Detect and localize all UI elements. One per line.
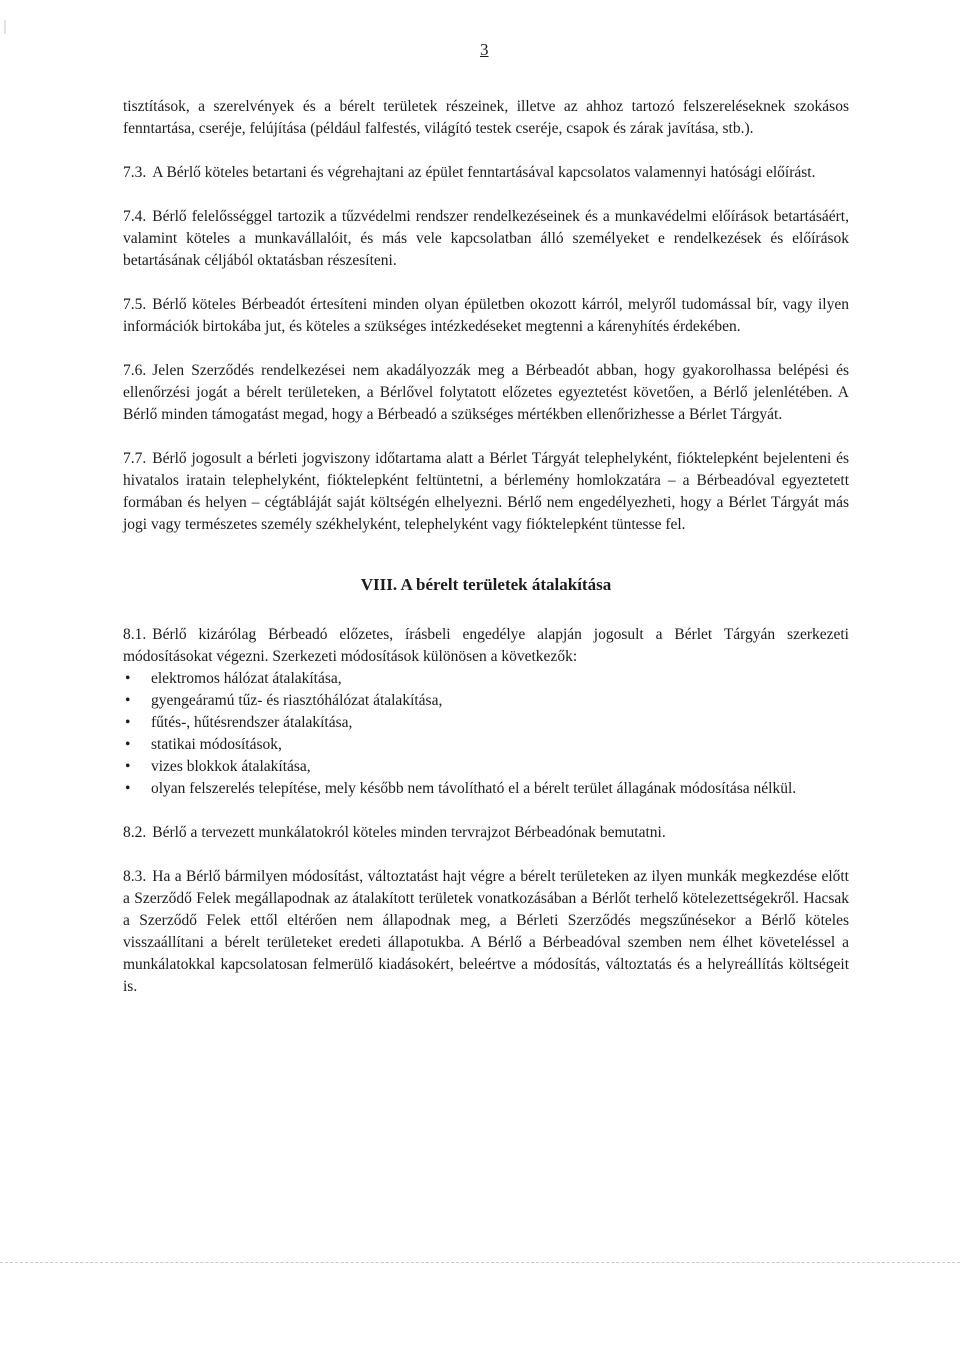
paragraph-number: 8.1. bbox=[123, 626, 147, 643]
paragraph-8-1 bbox=[123, 624, 849, 668]
list-item bbox=[123, 712, 849, 734]
paragraph-number: 7.4. bbox=[123, 208, 147, 225]
paragraph-number: 7.5. bbox=[123, 296, 147, 313]
paragraph-text: Ha a Bérlő bármilyen módosítást, változtatást hajt végre a bérelt területeken az ilyen munkák megkezdése előtt a Szerződő Felek megállapodnak az átalakított területek vonatkozásában a Bérlőt terhelő kötelezettségekről. Hacsak a Szerződő Felek ettől eltérően nem állapodnak meg, a Bérleti Szerződés megszűnésekor a Bérlő köteles visszaállítani a bérelt területeket eredeti állapotukba. A Bérlő a Bérbeadóval szemben nem élhet követeléssel a munkálatokkal kapcsolatosan felmerülő kiadásokért, beleértve a módosítás, változtatás és a helyreállítás költségeit is. bbox=[123, 868, 849, 995]
list-item-text: statikai módosítások, bbox=[151, 736, 282, 753]
bullet-icon: • bbox=[125, 670, 131, 687]
section-title: VIII. A bérelt területek átalakítása bbox=[360, 575, 612, 594]
paragraph-number: 8.2. bbox=[123, 824, 147, 841]
paragraph-text: Bérlő a tervezett munkálatokról köteles minden tervrajzot Bérbeadónak bemutatni. bbox=[152, 824, 666, 841]
paragraph-text: Bérlő köteles Bérbeadót értesíteni minden olyan épületben okozott kárról, melyről tudomással bír, vagy ilyen információk birtokába jut, és köteles a szükséges intézkedéseket megtenni a kárenyhítés érdekében. bbox=[123, 296, 849, 335]
list-item bbox=[123, 778, 849, 800]
list-item-text: vizes blokkok átalakítása, bbox=[151, 758, 311, 775]
paragraph-7-5 bbox=[123, 294, 849, 338]
paragraph-7-4 bbox=[123, 206, 849, 272]
list-item-text: olyan felszerelés telepítése, mely később nem távolítható el a bérelt terület állagának módosítása nélkül. bbox=[151, 780, 797, 797]
list-item-text: gyengeáramú tűz- és riasztóhálózat átalakítása, bbox=[151, 692, 443, 709]
document-body bbox=[123, 96, 849, 1020]
paragraph-number: 7.3. bbox=[123, 164, 147, 181]
paragraph-number: 8.3. bbox=[123, 868, 147, 885]
bullet-icon: • bbox=[125, 736, 131, 753]
paragraph-number: 7.6. bbox=[123, 362, 147, 379]
paragraph-7-7 bbox=[123, 448, 849, 536]
paragraph-7-3 bbox=[123, 162, 849, 184]
bullet-icon: • bbox=[125, 692, 131, 709]
paragraph-text: A Bérlő köteles betartani és végrehajtani az épület fenntartásával kapcsolatos valamennyi hatósági előírást. bbox=[152, 164, 816, 181]
page-number: 3 bbox=[480, 40, 489, 59]
paragraph-7-6 bbox=[123, 360, 849, 426]
list-item bbox=[123, 690, 849, 712]
modification-list bbox=[123, 668, 849, 800]
paragraph-text: Bérlő jogosult a bérleti jogviszony időtartama alatt a Bérlet Tárgyát telephelyként, fióktelepként bejelenteni és hivatalos iratain telephelyként, fióktelepként feltüntetni, a bérlemény homlokzatára – a Bérbeadóval egyeztetett formában és helyen – cégtábláját saját költségén elhelyezni. Bérlő nem engedélyezheti, hogy a Bérlet Tárgyát más jogi vagy természetes személy székhelyként, telephelyként vagy fióktelepként tüntesse fel. bbox=[123, 450, 849, 533]
list-item-text: fűtés-, hűtésrendszer átalakítása, bbox=[151, 714, 353, 731]
list-item-text: elektromos hálózat átalakítása, bbox=[151, 670, 342, 687]
list-item bbox=[123, 668, 849, 690]
intro-paragraph: tisztítások, a szerelvények és a bérelt területek részeinek, illetve az ahhoz tartozó felszereléseknek szokásos fenntartása, cseréje, felújítása (például falfestés, világító testek cseréje, csapok és zárak javítása, stb.). bbox=[123, 98, 849, 137]
scan-artifact bbox=[4, 20, 6, 34]
paragraph-number: 7.7. bbox=[123, 450, 147, 467]
paragraph-8-3 bbox=[123, 866, 849, 998]
paragraph-text: Jelen Szerződés rendelkezései nem akadályozzák meg a Bérbeadót abban, hogy gyakorolhassa belépési és ellenőrzési jogát a bérelt területeken, a Bérlővel folytatott előzetes egyeztetést követően, a Bérlő jelenlétében. A Bérlő minden támogatást megad, hogy a Bérbeadó a szükséges mértékben ellenőrizhesse a Bérlet Tárgyát. bbox=[123, 362, 849, 423]
list-item bbox=[123, 756, 849, 778]
paragraph-text: Bérlő kizárólag Bérbeadó előzetes, írásbeli engedélye alapján jogosult a Bérlet Tárgyán szerkezeti módosításokat végezni. Szerkezeti módosítások különösen a következők: bbox=[123, 626, 849, 665]
scan-artifact-line bbox=[0, 1262, 960, 1263]
list-item bbox=[123, 734, 849, 756]
bullet-icon: • bbox=[125, 780, 131, 797]
paragraph-text: Bérlő felelősséggel tartozik a tűzvédelmi rendszer rendelkezéseinek és a munkavédelmi előírások betartásáért, valamint köteles a munkavállalóit, és más vele kapcsolatban álló személyeket e rendelkezések és előírások betartásának céljából oktatásban részesíteni. bbox=[123, 208, 849, 269]
bullet-icon: • bbox=[125, 714, 131, 731]
bullet-icon: • bbox=[125, 758, 131, 775]
paragraph-8-2 bbox=[123, 822, 849, 844]
